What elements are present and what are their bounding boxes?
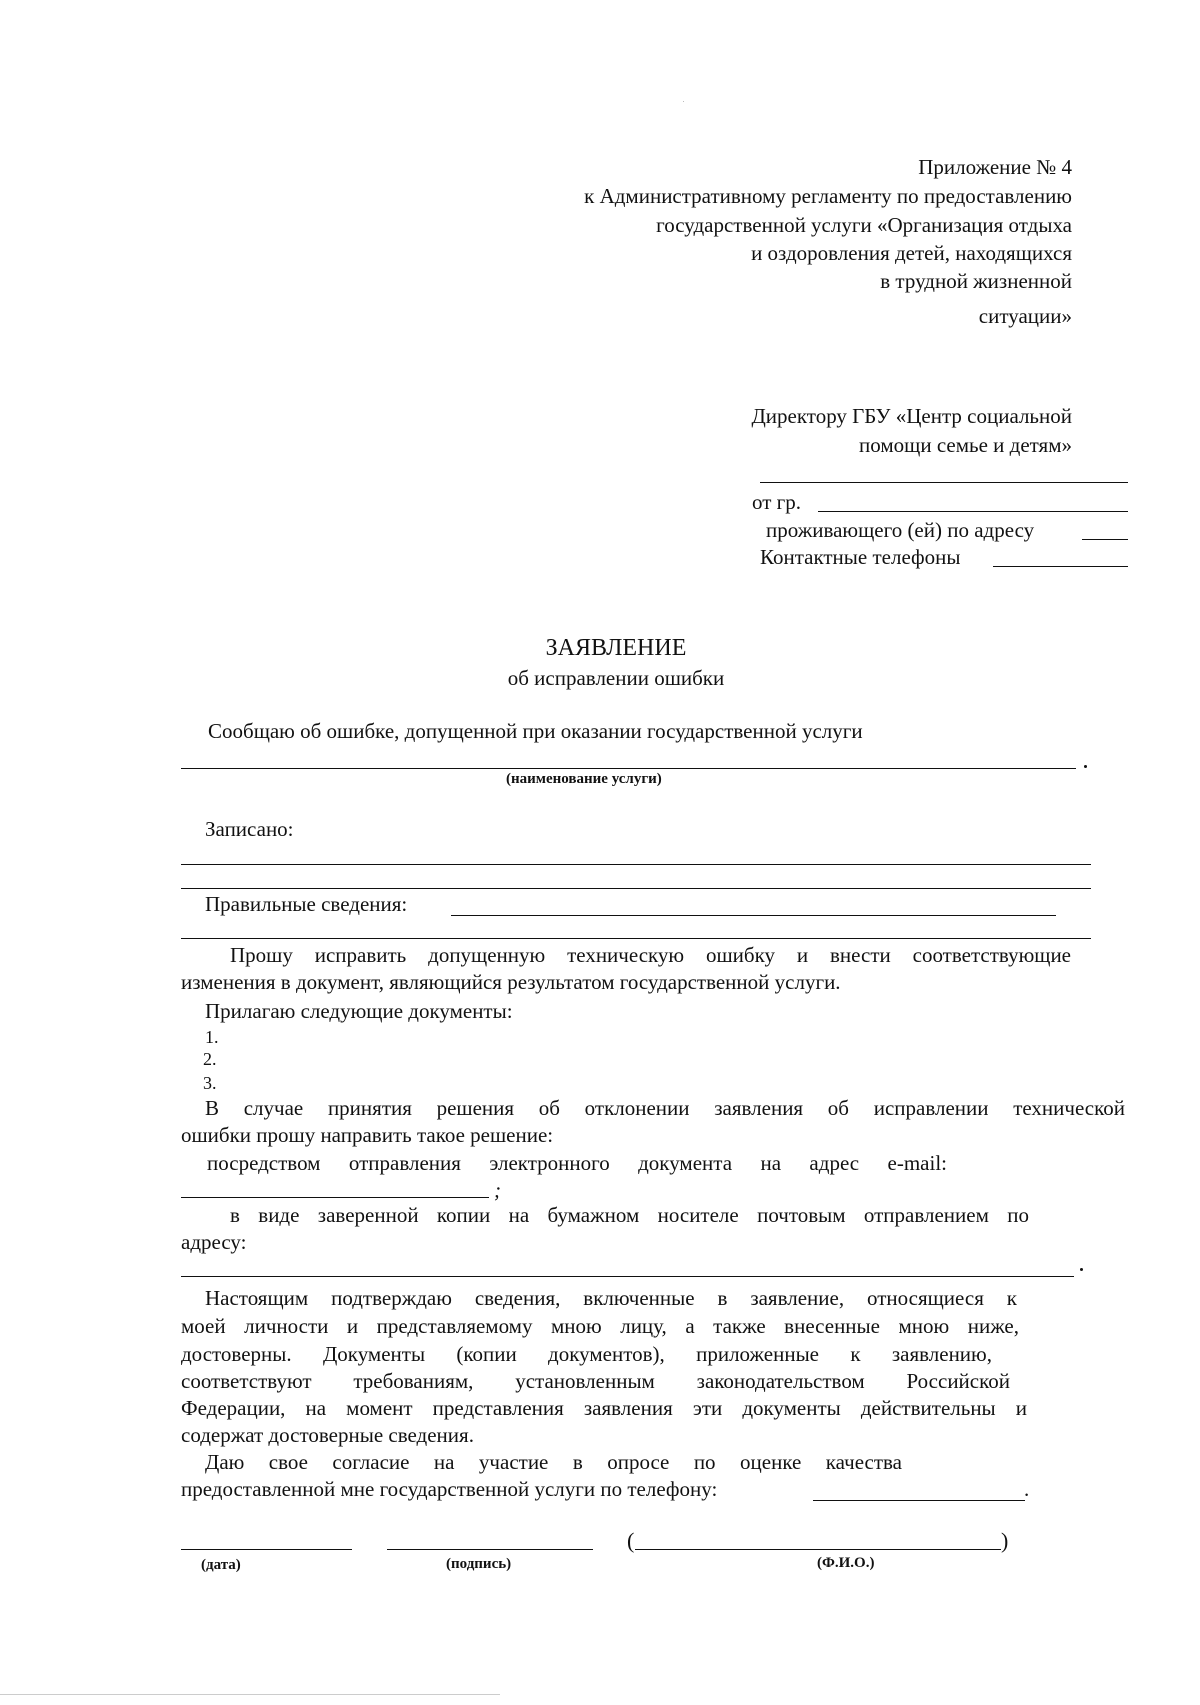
appendix-line: ситуации» [978, 304, 1072, 328]
semicolon-mark: ; [494, 1178, 501, 1202]
appendix-line: к Административному регламенту по предоставлению [584, 184, 1072, 208]
confirm-text: соответствуют требованиям, установленным законодательством Российской [181, 1369, 1010, 1393]
email-option-text: посредством отправления электронного документа на адрес e-mail: [207, 1151, 947, 1175]
addressee-blank-line[interactable] [760, 482, 1128, 483]
confirm-text: содержат достоверные сведения. [181, 1423, 474, 1447]
attach-item: 1. [205, 1027, 219, 1047]
from-label: от гр. [752, 490, 802, 514]
appendix-line: в трудной жизненной [880, 269, 1072, 293]
address-label: проживающего (ей) по адресу [766, 518, 1035, 542]
appendix-line: и оздоровления детей, находящихся [751, 241, 1072, 265]
attach-item: 2. [203, 1049, 217, 1069]
fio-caption: (Ф.И.О.) [817, 1555, 875, 1571]
fio-paren-open: ( [627, 1528, 635, 1553]
appendix-line: государственной услуги «Организация отдыха [656, 213, 1072, 237]
rejection-text: ошибки прошу направить такое решение: [181, 1123, 554, 1147]
correct-field-line-2[interactable] [181, 938, 1091, 939]
consent-text: Даю свое согласие на участие в опросе по оценке качества [205, 1450, 902, 1474]
confirm-text: Федерации, на момент представления заявления эти документы действительны и [181, 1396, 1027, 1420]
correct-field-line-1[interactable] [451, 915, 1056, 916]
confirm-text: Настоящим подтверждаю сведения, включенные в заявление, относящиеся к [205, 1286, 1017, 1310]
period-mark [1084, 765, 1087, 768]
correct-label: Правильные сведения: [205, 892, 408, 916]
document-title: ЗАЯВЛЕНИЕ [545, 635, 687, 661]
paper-option-text: в виде заверенной копии на бумажном носителе почтовым отправлением по [230, 1203, 1029, 1227]
fio-field[interactable] [635, 1549, 1001, 1550]
consent-text: предоставленной мне государственной услуги по телефону: [181, 1477, 718, 1501]
date-field[interactable] [181, 1549, 352, 1550]
signature-caption: (подпись) [446, 1556, 512, 1572]
email-field[interactable] [181, 1197, 489, 1198]
attach-label: Прилагаю следующие документы: [205, 999, 513, 1023]
phones-field[interactable] [993, 566, 1128, 567]
rejection-text: В случае принятия решения об отклонении заявления об исправлении технической [205, 1096, 1125, 1120]
scan-edge-line [0, 1694, 500, 1695]
confirm-text: моей личности и представляемому мною лицу, а также внесенные мною ниже, [181, 1314, 1019, 1338]
address-field[interactable] [1082, 539, 1128, 540]
request-text: изменения в документ, являющийся результатом государственной услуги. [181, 970, 841, 994]
addressee-line: помощи семье и детям» [859, 433, 1072, 457]
report-error-text: Сообщаю об ошибке, допущенной при оказании государственной услуги [208, 719, 863, 743]
period-mark [1080, 1268, 1083, 1271]
addressee-line: Директору ГБУ «Центр социальной [751, 404, 1072, 428]
postal-address-field[interactable] [181, 1276, 1074, 1277]
scan-speck [683, 101, 684, 102]
date-caption: (дата) [201, 1557, 241, 1573]
signature-field[interactable] [387, 1549, 593, 1550]
service-name-field[interactable] [181, 768, 1076, 769]
consent-phone-field[interactable] [813, 1500, 1025, 1501]
paper-option-text: адресу: [181, 1230, 247, 1254]
phones-label: Контактные телефоны [760, 545, 961, 569]
confirm-text: достоверны. Документы (копии документов), приложенные к заявлению, [181, 1342, 992, 1366]
appendix-number: Приложение № 4 [918, 155, 1072, 179]
recorded-label: Записано: [205, 817, 294, 841]
document-subtitle: об исправлении ошибки [507, 666, 725, 690]
recorded-field-line-2[interactable] [181, 888, 1091, 889]
from-name-field[interactable] [818, 511, 1128, 512]
service-caption: (наименование услуги) [506, 771, 662, 787]
attach-item: 3. [203, 1073, 217, 1093]
recorded-field-line-1[interactable] [181, 864, 1091, 865]
fio-paren-close: ) [1001, 1528, 1009, 1553]
request-text: Прошу исправить допущенную техническую ошибку и внести соответствующие [230, 943, 1071, 967]
period-mark: . [1024, 1477, 1030, 1501]
